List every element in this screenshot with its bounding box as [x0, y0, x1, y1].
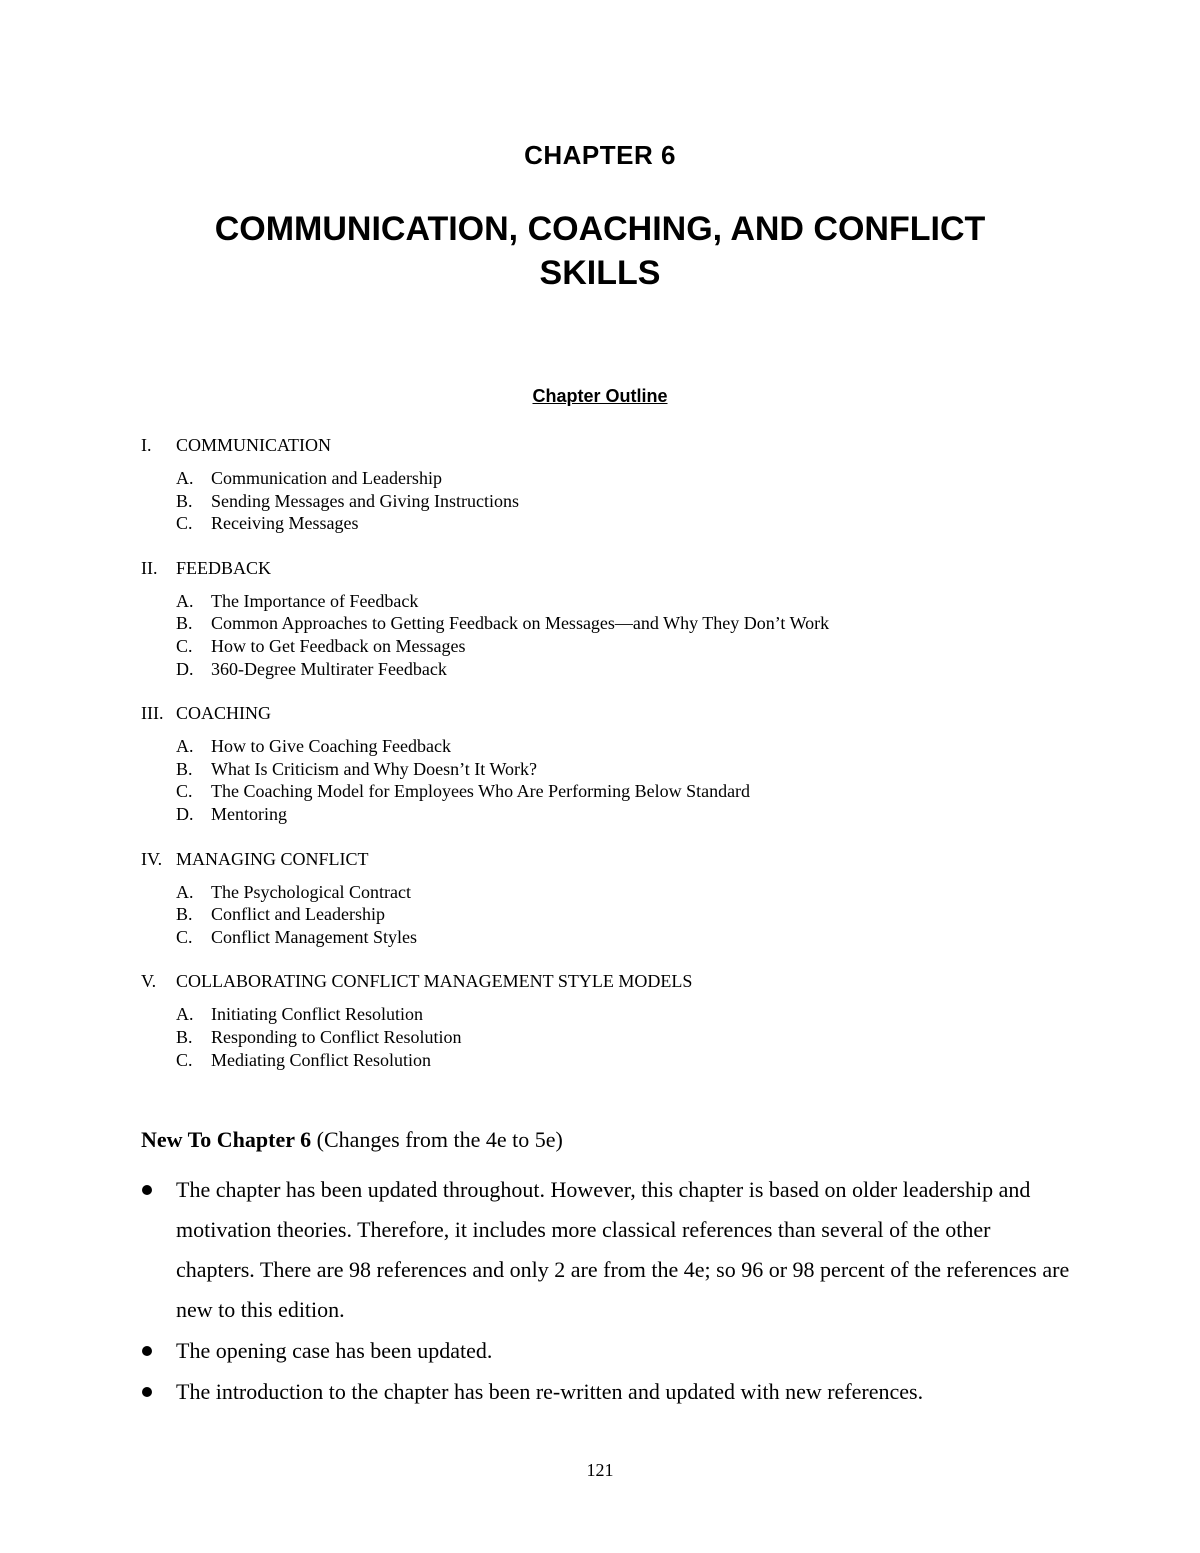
outline-section-heading [141, 556, 1041, 580]
outline-section [141, 433, 1041, 535]
subitem-letter: A. [176, 881, 194, 902]
outline-section-heading [141, 701, 1041, 725]
outline-subitem [176, 1003, 1041, 1026]
subitem-text: The Coaching Model for Employees Who Are Performing Below Standard [211, 781, 751, 802]
outline-subitems [141, 467, 1041, 535]
section-numeral: V. [141, 971, 157, 992]
bullet-dot-icon [141, 1331, 176, 1371]
subitem-text: Conflict Management Styles [211, 926, 417, 947]
subitem-text: The Importance of Feedback [211, 590, 419, 611]
outline-subitem [176, 658, 1041, 681]
subitem-letter: D. [176, 658, 194, 679]
outline-subitems [141, 1003, 1041, 1071]
subitem-text: Receiving Messages [211, 513, 359, 534]
subitem-letter: B. [176, 758, 193, 779]
outline-subitem [176, 490, 1041, 513]
new-to-chapter-heading [141, 1127, 563, 1153]
section-title: MANAGING CONFLICT [176, 848, 369, 869]
outline-section-heading [141, 847, 1041, 871]
section-numeral: III. [141, 703, 164, 724]
outline-subitem [176, 780, 1041, 803]
outline-subitem [176, 1026, 1041, 1049]
bullet-item [141, 1331, 1071, 1371]
new-heading-rest: (Changes from the 4e to 5e) [311, 1127, 563, 1152]
section-title: COMMUNICATION [176, 435, 332, 455]
subitem-text: Conflict and Leadership [211, 904, 385, 925]
subitem-text: The Psychological Contract [211, 881, 411, 902]
bullet-item [141, 1372, 1071, 1412]
subitem-text: Mediating Conflict Resolution [211, 1049, 431, 1070]
subitem-letter: B. [176, 490, 193, 511]
outline-section [141, 556, 1041, 680]
outline-section [141, 701, 1041, 825]
subitem-letter: B. [176, 1026, 193, 1047]
bullet-text: The opening case has been updated. [176, 1338, 493, 1363]
subitem-letter: C. [176, 926, 193, 947]
subitem-text: Mentoring [211, 803, 287, 824]
subitem-text: Common Approaches to Getting Feedback on Messages—and Why They Don’t Work [211, 613, 830, 634]
subitem-letter: D. [176, 803, 194, 824]
subitem-letter: A. [176, 1004, 194, 1025]
outline-subitem [176, 635, 1041, 658]
outline-subitem [176, 881, 1041, 904]
subitem-text: Responding to Conflict Resolution [211, 1026, 462, 1047]
subitem-text: Communication and Leadership [211, 468, 442, 488]
changes-bullet-list [141, 1170, 1071, 1413]
section-numeral: II. [141, 557, 158, 578]
outline-section-heading [141, 433, 1041, 457]
subitem-letter: A. [176, 736, 194, 757]
section-numeral: IV. [141, 848, 163, 869]
section-title: COLLABORATING CONFLICT MANAGEMENT STYLE MODELS [176, 971, 693, 992]
subitem-letter: C. [176, 1049, 193, 1070]
outline-subitem [176, 512, 1041, 535]
subitem-letter: C. [176, 513, 193, 534]
bullet-item [141, 1170, 1071, 1330]
outline-subitems [141, 590, 1041, 680]
bullet-text: The chapter has been updated throughout. However, this chapter is based on older leadership and motivation theories. Therefore, it includes more classical references than several of the other chapters. There are 98 references and only 2 are from the 4e; so 96 or 98 percent of the references are new to this edition. [176, 1177, 1070, 1322]
outline-section [141, 969, 1041, 1071]
outline-subitem [176, 735, 1041, 758]
subitem-text: How to Give Coaching Feedback [211, 736, 451, 757]
outline-section-heading [141, 969, 1041, 993]
outline-subitems [141, 735, 1041, 825]
subitem-letter: A. [176, 590, 194, 611]
section-title: COACHING [176, 703, 272, 724]
subitem-letter: B. [176, 613, 193, 634]
subitem-letter: C. [176, 781, 193, 802]
outline-subitem [176, 926, 1041, 949]
outline-subitems [141, 881, 1041, 949]
outline-section [141, 847, 1041, 949]
chapter-outline [141, 433, 1041, 1092]
outline-heading: Chapter Outline [532, 386, 668, 406]
outline-subitem [176, 612, 1041, 635]
subitem-letter: C. [176, 635, 193, 656]
bullet-dot-icon [141, 1372, 176, 1412]
subitem-text: Initiating Conflict Resolution [211, 1004, 423, 1025]
chapter-number: CHAPTER 6 [524, 140, 676, 170]
subitem-letter: B. [176, 904, 193, 925]
outline-subitem [176, 803, 1041, 826]
section-numeral: I. [141, 435, 152, 455]
section-title: FEEDBACK [176, 557, 272, 578]
bullet-dot-icon [141, 1170, 176, 1330]
outline-subitem [176, 758, 1041, 781]
outline-subitem [176, 590, 1041, 613]
subitem-letter: A. [176, 468, 194, 488]
subitem-text: What Is Criticism and Why Doesn’t It Work? [211, 758, 537, 779]
bullet-text: The introduction to the chapter has been re-written and updated with new references. [176, 1379, 924, 1404]
subitem-text: Sending Messages and Giving Instructions [211, 490, 519, 511]
new-heading-bold: New To Chapter 6 [141, 1127, 312, 1152]
outline-subitem [176, 467, 1041, 490]
chapter-title: COMMUNICATION, COACHING, AND CONFLICT SKILLS [214, 210, 986, 292]
subitem-text: How to Get Feedback on Messages [211, 635, 466, 656]
outline-subitem [176, 1049, 1041, 1072]
subitem-text: 360-Degree Multirater Feedback [211, 658, 447, 679]
outline-subitem [176, 903, 1041, 926]
page-number: 121 [586, 1460, 614, 1480]
